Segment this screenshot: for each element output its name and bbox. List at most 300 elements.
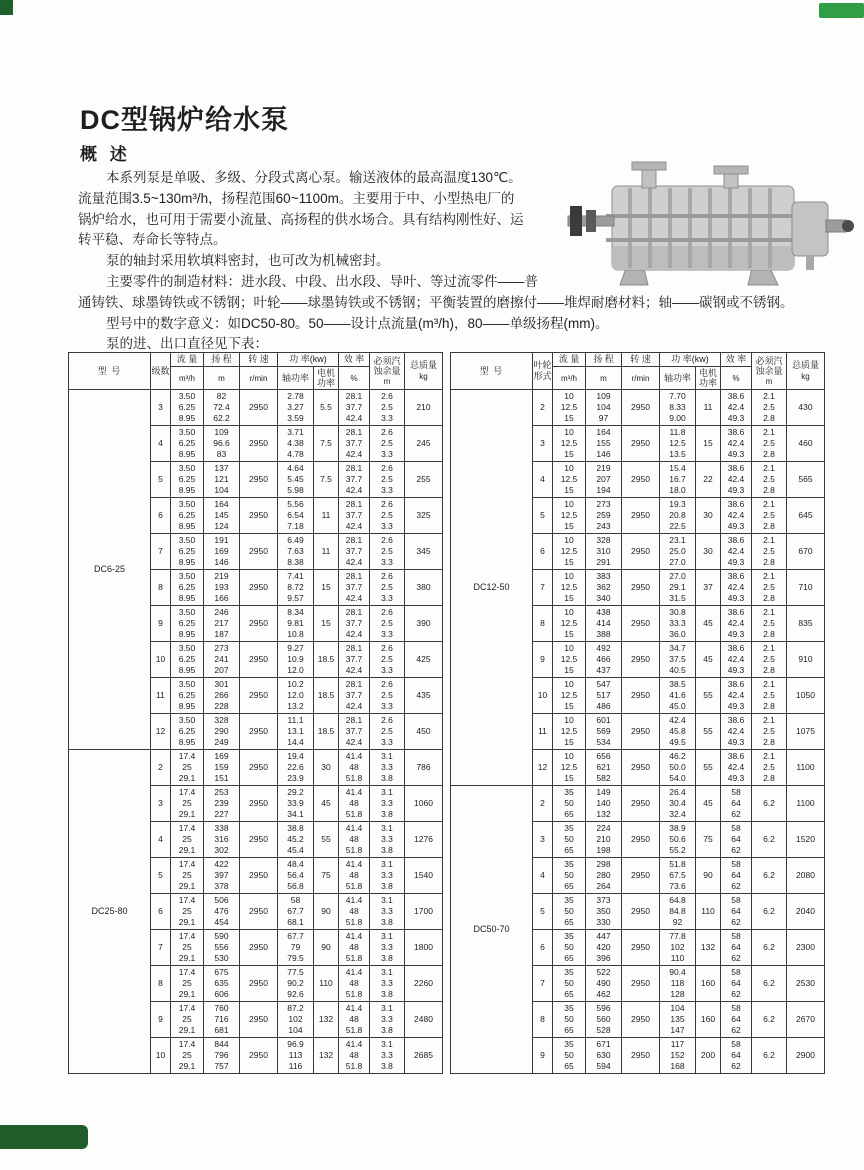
eff-cell: 28.1 37.7 42.4 <box>339 426 370 462</box>
motor-power-cell: 75 <box>314 858 339 894</box>
shaft-power-cell: 87.2 102 104 <box>278 1002 314 1038</box>
stage-cell: 9 <box>533 642 553 678</box>
stage-cell: 8 <box>151 966 171 1002</box>
eff-cell: 28.1 37.7 42.4 <box>339 714 370 750</box>
speed-cell: 2950 <box>622 462 660 498</box>
motor-power-cell: 45 <box>314 786 339 822</box>
mass-cell: 2900 <box>787 1038 825 1074</box>
speed-cell: 2950 <box>622 822 660 858</box>
motor-power-cell: 11 <box>314 498 339 534</box>
motor-power-cell: 15 <box>696 426 721 462</box>
head-cell: 522 490 462 <box>586 966 622 1002</box>
eff-cell: 58 64 62 <box>721 822 752 858</box>
motor-power-cell: 55 <box>696 678 721 714</box>
npsh-cell: 2.1 2.5 2.8 <box>752 714 787 750</box>
flow-cell: 17.4 25 29.1 <box>171 786 204 822</box>
flow-cell: 35 50 65 <box>553 1002 586 1038</box>
col-head-header: 扬 程 <box>204 353 240 367</box>
pump-photo <box>556 150 858 288</box>
col-speed-header: 转 速 <box>622 353 660 367</box>
col-npsh-header: 必须汽蚀余量 m <box>370 353 405 390</box>
stage-cell: 10 <box>151 1038 171 1074</box>
shaft-power-cell: 51.8 67.5 73.6 <box>660 858 696 894</box>
model-cell: DC12-50 <box>451 390 533 786</box>
eff-cell: 38.6 42.4 49.3 <box>721 750 752 786</box>
spec-table-left <box>68 352 443 1074</box>
speed-cell: 2950 <box>240 822 278 858</box>
motor-power-cell: 90 <box>696 858 721 894</box>
eff-cell: 38.6 42.4 49.3 <box>721 390 752 426</box>
mass-cell: 670 <box>787 534 825 570</box>
npsh-cell: 2.6 2.5 3.3 <box>370 390 405 426</box>
mass-cell: 2040 <box>787 894 825 930</box>
flow-cell: 3.50 6.25 8.95 <box>171 642 204 678</box>
scan-artifact-top-left <box>0 0 13 15</box>
eff-cell: 41.4 48 51.8 <box>339 966 370 1002</box>
col-model-header: 型 号 <box>69 353 151 390</box>
speed-cell: 2950 <box>240 642 278 678</box>
head-cell: 224 210 198 <box>586 822 622 858</box>
shaft-power-cell: 104 135 147 <box>660 1002 696 1038</box>
col-flow-header: 流 量 <box>553 353 586 367</box>
npsh-cell: 2.1 2.5 2.8 <box>752 534 787 570</box>
motor-power-header: 电机功率 <box>696 367 721 390</box>
intro-line: 泵的轴封采用软填料密封，也可改为机械密封。 <box>106 253 390 269</box>
npsh-cell: 6.2 <box>752 1002 787 1038</box>
npsh-cell: 3.1 3.3 3.8 <box>370 1002 405 1038</box>
shaft-power-cell: 9.27 10.9 12.0 <box>278 642 314 678</box>
head-cell: 191 169 146 <box>204 534 240 570</box>
shaft-power-cell: 6.49 7.63 8.38 <box>278 534 314 570</box>
eff-cell: 41.4 48 51.8 <box>339 1038 370 1074</box>
stage-cell: 2 <box>533 786 553 822</box>
eff-cell: 38.6 42.4 49.3 <box>721 570 752 606</box>
head-cell: 328 310 291 <box>586 534 622 570</box>
speed-cell: 2950 <box>240 894 278 930</box>
stage-cell: 7 <box>533 966 553 1002</box>
col-power-header: 功 率(kw) <box>660 353 721 367</box>
head-cell: 596 560 528 <box>586 1002 622 1038</box>
motor-power-cell: 15 <box>314 606 339 642</box>
stage-cell: 10 <box>533 678 553 714</box>
motor-power-cell: 90 <box>314 930 339 966</box>
motor-power-cell: 11 <box>696 390 721 426</box>
speed-cell: 2950 <box>240 966 278 1002</box>
speed-cell: 2950 <box>622 570 660 606</box>
mass-cell: 786 <box>405 750 443 786</box>
npsh-cell: 6.2 <box>752 858 787 894</box>
head-cell: 164 145 124 <box>204 498 240 534</box>
eff-cell: 28.1 37.7 42.4 <box>339 390 370 426</box>
npsh-cell: 2.1 2.5 2.8 <box>752 426 787 462</box>
mass-cell: 2260 <box>405 966 443 1002</box>
intro-line: 锅炉给水，也可用于需要小流量、高扬程的供水场合。具有结构刚性好、运 <box>78 211 524 227</box>
head-cell: 422 397 378 <box>204 858 240 894</box>
mass-cell: 1800 <box>405 930 443 966</box>
col-stage-header: 级数 <box>151 353 171 390</box>
spec-row <box>451 390 825 426</box>
mass-cell: 1276 <box>405 822 443 858</box>
npsh-cell: 6.2 <box>752 822 787 858</box>
eff-cell: 38.6 42.4 49.3 <box>721 498 752 534</box>
head-cell: 601 569 534 <box>586 714 622 750</box>
mass-cell: 1050 <box>787 678 825 714</box>
stage-cell: 9 <box>151 606 171 642</box>
speed-cell: 2950 <box>240 462 278 498</box>
motor-power-cell: 30 <box>696 498 721 534</box>
shaft-power-cell: 48.4 56.4 56.8 <box>278 858 314 894</box>
stage-cell: 12 <box>533 750 553 786</box>
head-unit: m <box>204 367 240 390</box>
speed-cell: 2950 <box>622 534 660 570</box>
head-cell: 438 414 388 <box>586 606 622 642</box>
head-cell: 844 796 757 <box>204 1038 240 1074</box>
speed-cell: 2950 <box>622 858 660 894</box>
flow-cell: 3.50 6.25 8.95 <box>171 498 204 534</box>
scan-artifact-top-right <box>819 3 864 18</box>
mass-cell: 430 <box>787 390 825 426</box>
col-npsh-header: 必须汽蚀余量 m <box>752 353 787 390</box>
speed-cell: 2950 <box>622 966 660 1002</box>
stage-cell: 8 <box>533 1002 553 1038</box>
shaft-power-cell: 77.8 102 110 <box>660 930 696 966</box>
stage-cell: 5 <box>151 462 171 498</box>
stage-cell: 6 <box>151 894 171 930</box>
eff-cell: 28.1 37.7 42.4 <box>339 678 370 714</box>
eff-cell: 28.1 37.7 42.4 <box>339 570 370 606</box>
mass-cell: 710 <box>787 570 825 606</box>
mass-cell: 1075 <box>787 714 825 750</box>
spec-row <box>69 750 443 786</box>
speed-cell: 2950 <box>240 858 278 894</box>
npsh-cell: 6.2 <box>752 1038 787 1074</box>
mass-cell: 210 <box>405 390 443 426</box>
mass-cell: 390 <box>405 606 443 642</box>
flow-cell: 3.50 6.25 8.95 <box>171 570 204 606</box>
npsh-cell: 3.1 3.3 3.8 <box>370 858 405 894</box>
mass-cell: 835 <box>787 606 825 642</box>
shaft-power-cell: 19.4 22.6 23.9 <box>278 750 314 786</box>
flow-cell: 17.4 25 29.1 <box>171 1038 204 1074</box>
head-cell: 253 239 227 <box>204 786 240 822</box>
shaft-power-cell: 38.8 45.2 45.4 <box>278 822 314 858</box>
head-cell: 301 266 228 <box>204 678 240 714</box>
spec-row <box>69 390 443 426</box>
npsh-cell: 3.1 3.3 3.8 <box>370 786 405 822</box>
col-mass-header: 总质量 kg <box>405 353 443 390</box>
npsh-cell: 3.1 3.3 3.8 <box>370 1038 405 1074</box>
eff-cell: 41.4 48 51.8 <box>339 750 370 786</box>
npsh-cell: 3.1 3.3 3.8 <box>370 966 405 1002</box>
mass-cell: 1700 <box>405 894 443 930</box>
spec-table-right <box>450 352 825 1074</box>
motor-power-cell: 90 <box>314 894 339 930</box>
motor-power-cell: 132 <box>314 1038 339 1074</box>
flow-cell: 3.50 6.25 8.95 <box>171 534 204 570</box>
model-cell: DC6-25 <box>69 390 151 750</box>
speed-cell: 2950 <box>240 786 278 822</box>
flow-cell: 35 50 65 <box>553 894 586 930</box>
intro-line: 流量范围3.5~130m³/h，扬程范围60~1100m。主要用于中、小型热电厂的 <box>78 190 515 206</box>
stage-cell: 3 <box>151 390 171 426</box>
head-cell: 109 96.6 83 <box>204 426 240 462</box>
motor-power-cell: 5.5 <box>314 390 339 426</box>
eff-cell: 28.1 37.7 42.4 <box>339 498 370 534</box>
col-model-header: 型 号 <box>451 353 533 390</box>
npsh-cell: 6.2 <box>752 966 787 1002</box>
stage-cell: 7 <box>151 534 171 570</box>
stage-cell: 4 <box>533 462 553 498</box>
flow-cell: 3.50 6.25 8.95 <box>171 678 204 714</box>
stage-cell: 6 <box>533 534 553 570</box>
scan-artifact-bottom-left <box>0 1125 88 1149</box>
motor-power-cell: 18.5 <box>314 714 339 750</box>
motor-power-cell: 7.5 <box>314 462 339 498</box>
motor-power-cell: 18.5 <box>314 642 339 678</box>
stage-cell: 4 <box>533 858 553 894</box>
mass-cell: 345 <box>405 534 443 570</box>
mass-cell: 245 <box>405 426 443 462</box>
head-cell: 298 280 264 <box>586 858 622 894</box>
motor-power-cell: 110 <box>314 966 339 1002</box>
flow-cell: 10 12.5 15 <box>553 678 586 714</box>
stage-cell: 4 <box>151 822 171 858</box>
stage-cell: 9 <box>151 1002 171 1038</box>
speed-cell: 2950 <box>622 498 660 534</box>
speed-cell: 2950 <box>622 930 660 966</box>
head-cell: 447 420 396 <box>586 930 622 966</box>
speed-cell: 2950 <box>240 426 278 462</box>
col-eff-header: 效 率 <box>339 353 370 367</box>
eff-cell: 38.6 42.4 49.3 <box>721 678 752 714</box>
mass-cell: 1100 <box>787 786 825 822</box>
mass-cell: 255 <box>405 462 443 498</box>
head-cell: 273 241 207 <box>204 642 240 678</box>
shaft-power-cell: 58 67.7 68.1 <box>278 894 314 930</box>
eff-cell: 41.4 48 51.8 <box>339 858 370 894</box>
eff-cell: 38.6 42.4 49.3 <box>721 606 752 642</box>
shaft-power-header: 轴功率 <box>660 367 696 390</box>
head-cell: 547 517 486 <box>586 678 622 714</box>
shaft-power-cell: 7.70 8.33 9.00 <box>660 390 696 426</box>
head-unit: m <box>586 367 622 390</box>
speed-cell: 2950 <box>240 534 278 570</box>
head-cell: 383 362 340 <box>586 570 622 606</box>
flow-cell: 10 12.5 15 <box>553 750 586 786</box>
speed-cell: 2950 <box>240 714 278 750</box>
stage-cell: 6 <box>151 498 171 534</box>
shaft-power-cell: 64.8 84.8 92 <box>660 894 696 930</box>
mass-cell: 1520 <box>787 822 825 858</box>
flow-cell: 17.4 25 29.1 <box>171 858 204 894</box>
mass-cell: 2670 <box>787 1002 825 1038</box>
shaft-power-cell: 42.4 45.8 49.5 <box>660 714 696 750</box>
npsh-cell: 2.6 2.5 3.3 <box>370 534 405 570</box>
col-impeller-header: 叶轮形式 <box>533 353 553 390</box>
npsh-cell: 2.1 2.5 2.8 <box>752 750 787 786</box>
eff-cell: 38.6 42.4 49.3 <box>721 534 752 570</box>
stage-cell: 5 <box>151 858 171 894</box>
flow-unit: m³/h <box>553 367 586 390</box>
flow-cell: 17.4 25 29.1 <box>171 966 204 1002</box>
eff-cell: 38.6 42.4 49.3 <box>721 642 752 678</box>
npsh-cell: 2.1 2.5 2.8 <box>752 462 787 498</box>
stage-cell: 5 <box>533 498 553 534</box>
motor-power-cell: 7.5 <box>314 426 339 462</box>
flow-cell: 10 12.5 15 <box>553 606 586 642</box>
shaft-power-cell: 96.9 113 116 <box>278 1038 314 1074</box>
eff-cell: 38.6 42.4 49.3 <box>721 462 752 498</box>
shaft-power-cell: 19.3 20.8 22.5 <box>660 498 696 534</box>
mass-cell: 1060 <box>405 786 443 822</box>
shaft-power-cell: 90.4 118 128 <box>660 966 696 1002</box>
stage-cell: 11 <box>151 678 171 714</box>
speed-unit: r/min <box>240 367 278 390</box>
mass-cell: 435 <box>405 678 443 714</box>
flow-cell: 17.4 25 29.1 <box>171 750 204 786</box>
motor-power-cell: 55 <box>696 750 721 786</box>
shaft-power-cell: 38.9 50.6 55.2 <box>660 822 696 858</box>
eff-cell: 58 64 62 <box>721 966 752 1002</box>
head-cell: 760 716 681 <box>204 1002 240 1038</box>
eff-cell: 38.6 42.4 49.3 <box>721 426 752 462</box>
col-mass-header: 总质量 kg <box>787 353 825 390</box>
head-cell: 164 155 146 <box>586 426 622 462</box>
mass-cell: 2530 <box>787 966 825 1002</box>
flow-cell: 10 12.5 15 <box>553 534 586 570</box>
speed-cell: 2950 <box>622 750 660 786</box>
eff-cell: 28.1 37.7 42.4 <box>339 534 370 570</box>
head-cell: 338 316 302 <box>204 822 240 858</box>
col-power-header: 功 率(kw) <box>278 353 339 367</box>
speed-cell: 2950 <box>240 498 278 534</box>
multistage-pump-image <box>556 150 858 288</box>
eff-cell: 41.4 48 51.8 <box>339 894 370 930</box>
flow-cell: 10 12.5 15 <box>553 390 586 426</box>
col-head-header: 扬 程 <box>586 353 622 367</box>
head-cell: 109 104 97 <box>586 390 622 426</box>
motor-power-cell: 132 <box>696 930 721 966</box>
eff-cell: 58 64 62 <box>721 786 752 822</box>
speed-cell: 2950 <box>622 894 660 930</box>
motor-power-cell: 160 <box>696 1002 721 1038</box>
shaft-power-cell: 46.2 50.0 54.0 <box>660 750 696 786</box>
speed-cell: 2950 <box>622 1002 660 1038</box>
motor-power-cell: 160 <box>696 966 721 1002</box>
model-cell: DC50-70 <box>451 786 533 1074</box>
shaft-power-cell: 27.0 29.1 31.5 <box>660 570 696 606</box>
shaft-power-cell: 2.78 3.27 3.59 <box>278 390 314 426</box>
speed-cell: 2950 <box>622 1038 660 1074</box>
npsh-cell: 2.1 2.5 2.8 <box>752 606 787 642</box>
flow-cell: 3.50 6.25 8.95 <box>171 390 204 426</box>
motor-power-cell: 110 <box>696 894 721 930</box>
shaft-power-cell: 10.2 12.0 13.2 <box>278 678 314 714</box>
npsh-cell: 3.1 3.3 3.8 <box>370 930 405 966</box>
head-cell: 273 259 243 <box>586 498 622 534</box>
model-cell: DC25-80 <box>69 750 151 1074</box>
motor-power-cell: 55 <box>314 822 339 858</box>
npsh-cell: 2.6 2.5 3.3 <box>370 570 405 606</box>
mass-cell: 2685 <box>405 1038 443 1074</box>
speed-cell: 2950 <box>240 1002 278 1038</box>
head-cell: 219 193 166 <box>204 570 240 606</box>
flow-cell: 35 50 65 <box>553 822 586 858</box>
eff-cell: 58 64 62 <box>721 1038 752 1074</box>
stage-cell: 2 <box>533 390 553 426</box>
eff-unit: % <box>721 367 752 390</box>
flow-cell: 35 50 65 <box>553 786 586 822</box>
npsh-cell: 2.1 2.5 2.8 <box>752 390 787 426</box>
speed-cell: 2950 <box>622 606 660 642</box>
shaft-power-cell: 11.8 12.5 13.5 <box>660 426 696 462</box>
npsh-cell: 2.6 2.5 3.3 <box>370 678 405 714</box>
spec-tables <box>68 352 819 1074</box>
flow-cell: 10 12.5 15 <box>553 714 586 750</box>
stage-cell: 7 <box>533 570 553 606</box>
npsh-cell: 3.1 3.3 3.8 <box>370 822 405 858</box>
stage-cell: 3 <box>533 426 553 462</box>
eff-cell: 28.1 37.7 42.4 <box>339 606 370 642</box>
shaft-power-cell: 38.5 41.6 45.0 <box>660 678 696 714</box>
intro-line: 转平稳、寿命长等特点。 <box>78 232 227 248</box>
stage-cell: 3 <box>151 786 171 822</box>
eff-cell: 41.4 48 51.8 <box>339 1002 370 1038</box>
npsh-cell: 2.1 2.5 2.8 <box>752 570 787 606</box>
motor-power-cell: 22 <box>696 462 721 498</box>
head-cell: 149 140 132 <box>586 786 622 822</box>
eff-cell: 58 64 62 <box>721 1002 752 1038</box>
npsh-cell: 2.1 2.5 2.8 <box>752 678 787 714</box>
head-cell: 675 635 606 <box>204 966 240 1002</box>
mass-cell: 460 <box>787 426 825 462</box>
npsh-cell: 2.6 2.5 3.3 <box>370 642 405 678</box>
mass-cell: 910 <box>787 642 825 678</box>
stage-cell: 10 <box>151 642 171 678</box>
flow-unit: m³/h <box>171 367 204 390</box>
flow-cell: 3.50 6.25 8.95 <box>171 462 204 498</box>
npsh-cell: 6.2 <box>752 786 787 822</box>
col-flow-header: 流 量 <box>171 353 204 367</box>
motor-power-cell: 45 <box>696 606 721 642</box>
eff-cell: 41.4 48 51.8 <box>339 930 370 966</box>
speed-cell: 2950 <box>622 426 660 462</box>
stage-cell: 5 <box>533 894 553 930</box>
npsh-cell: 2.6 2.5 3.3 <box>370 606 405 642</box>
mass-cell: 1100 <box>787 750 825 786</box>
speed-cell: 2950 <box>622 786 660 822</box>
flow-cell: 3.50 6.25 8.95 <box>171 426 204 462</box>
npsh-cell: 2.6 2.5 3.3 <box>370 426 405 462</box>
eff-cell: 41.4 48 51.8 <box>339 786 370 822</box>
page-title: DC型锅炉给水泵 <box>80 105 289 135</box>
speed-cell: 2950 <box>622 390 660 426</box>
head-cell: 506 476 454 <box>204 894 240 930</box>
motor-power-cell: 55 <box>696 714 721 750</box>
head-cell: 82 72.4 62.2 <box>204 390 240 426</box>
intro-line: 主要零件的制造材料：进水段、中段、出水段、导叶、等过流零件——普 <box>106 273 538 289</box>
mass-cell: 1540 <box>405 858 443 894</box>
shaft-power-cell: 8.34 9.81 10.8 <box>278 606 314 642</box>
flow-cell: 35 50 65 <box>553 966 586 1002</box>
eff-cell: 58 64 62 <box>721 894 752 930</box>
eff-cell: 28.1 37.7 42.4 <box>339 642 370 678</box>
shaft-power-cell: 11.1 13.1 14.4 <box>278 714 314 750</box>
flow-cell: 10 12.5 15 <box>553 570 586 606</box>
intro-line: 本系列泵是单吸、多级、分段式离心泵。输送液体的最高温度130℃。 <box>106 170 522 185</box>
mass-cell: 565 <box>787 462 825 498</box>
eff-cell: 28.1 37.7 42.4 <box>339 462 370 498</box>
